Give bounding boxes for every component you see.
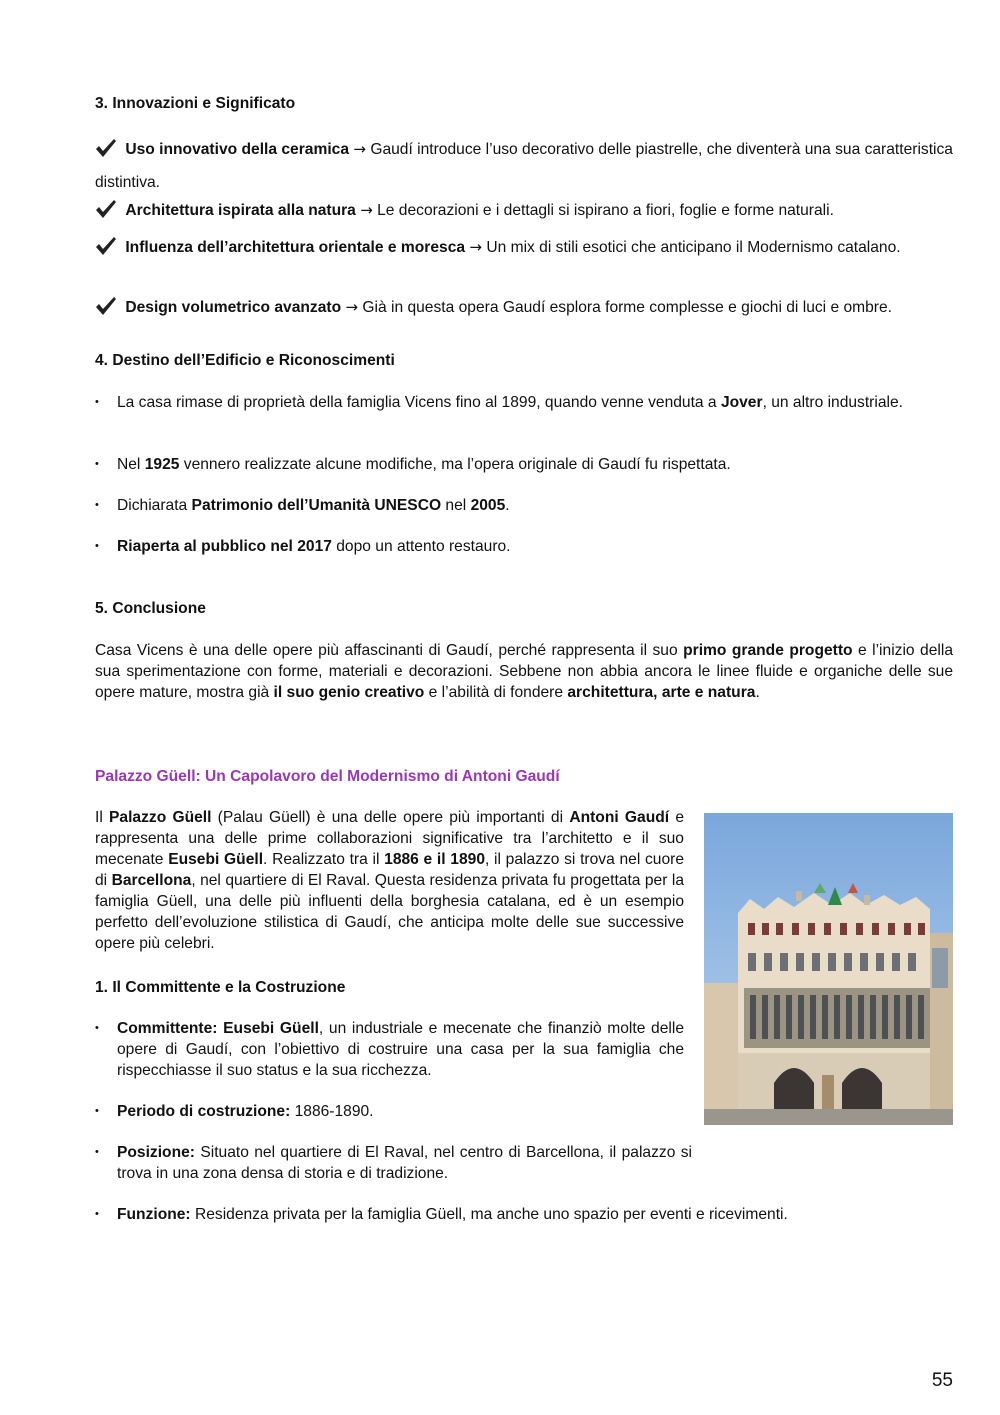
innovation-title: Influenza dell’architettura orientale e moresca (125, 239, 466, 256)
list-bold: Jover (720, 394, 763, 411)
section-heading-innovazioni: 3. Innovazioni e Significato (95, 95, 296, 112)
paragraph-bold: il suo genio creativo (273, 684, 425, 701)
arrow-icon: → (360, 201, 373, 219)
paragraph-bold: Barcellona (111, 872, 192, 889)
paragraph-text: e l’abilità di fondere (424, 684, 568, 701)
innovation-item-natura (95, 198, 953, 223)
list-text: vennero realizzate alcune modifiche, ma l’opera originale di Gaudí fu rispettata. (179, 456, 731, 473)
list-bold: Riaperta al pubblico nel 2017 (117, 538, 332, 555)
innovation-item-moresca (95, 231, 953, 264)
palau-guell-photo (704, 813, 953, 1125)
conclusion-paragraph (95, 640, 953, 703)
paragraph-text: (Palau Güell) è una delle opere più importanti di (211, 809, 570, 826)
paragraph-bold: Eusebi Güell (168, 851, 264, 868)
intro-paragraph (95, 807, 684, 954)
list-bold: Committente: Eusebi Güell (117, 1020, 319, 1037)
list-text: dopo un attento restauro. (331, 538, 511, 555)
paragraph-text: Casa Vicens è una delle opere più affascinanti di Gaudí, perché rappresenta il suo (95, 642, 684, 659)
checkmark-icon (95, 236, 117, 256)
innovation-title: Design volumetrico avanzato (125, 299, 342, 316)
list-bold: Posizione: (117, 1144, 195, 1161)
innovation-text: Già in questa opera Gaudí esplora forme complesse e giochi di luci e ombre. (362, 299, 892, 316)
arrow-icon: → (353, 140, 366, 158)
paragraph-text: . Realizzato tra il (263, 851, 385, 868)
list-text: Residenza privata per la famiglia Güell, ma anche uno spazio per eventi e ricevimenti. (190, 1206, 788, 1223)
list-item (95, 454, 953, 475)
paragraph-bold: architettura, arte e natura (567, 684, 756, 701)
paragraph-bold: Palazzo Güell (109, 809, 212, 826)
list-item (95, 392, 953, 413)
bullet-icon: • (95, 1146, 99, 1158)
checkmark-icon (95, 199, 117, 219)
bullet-icon: • (95, 1105, 99, 1117)
paragraph-text: . (755, 684, 760, 701)
innovation-item-volumetrico (95, 295, 953, 320)
list-item (95, 1018, 684, 1081)
paragraph-text: Il (95, 809, 110, 826)
list-bold: Funzione: (117, 1206, 191, 1223)
bullet-icon: • (95, 499, 99, 511)
paragraph-bold: primo grande progetto (683, 642, 853, 659)
list-text: nel (441, 497, 471, 514)
list-bold: Periodo di costruzione: (117, 1103, 291, 1120)
section-heading-conclusione: 5. Conclusione (95, 600, 206, 617)
list-bold: 1925 (144, 456, 180, 473)
paragraph-bold: Antoni Gaudí (569, 809, 670, 826)
paragraph-text: e l’inizio della sua sperimentazione con forme, materiali e decorazioni. Sebbene non abbia ancora le linee fluide e organiche delle sue opere mature, mostra già (95, 642, 953, 701)
innovation-text: Le decorazioni e i dettagli si ispirano a fiori, foglie e forme naturali. (377, 202, 834, 219)
list-item (95, 1142, 692, 1184)
list-text: . (505, 497, 510, 514)
article-title: Palazzo Güell: Un Capolavoro del Modernismo di Antoni Gaudí (95, 768, 560, 785)
innovation-item-ceramica (95, 133, 953, 199)
list-item (95, 495, 953, 516)
innovation-title: Architettura ispirata alla natura (125, 202, 356, 219)
bullet-icon: • (95, 1022, 99, 1034)
list-bold: 2005 (470, 497, 506, 514)
list-text: Nel (117, 456, 145, 473)
innovation-text: Gaudí introduce l’uso decorativo delle piastrelle, che diventerà una sua caratteristica distintiva. (95, 141, 953, 191)
bullet-icon: • (95, 1208, 99, 1220)
arrow-icon: → (469, 238, 482, 256)
document-page (95, 0, 953, 1415)
innovation-text: Un mix di stili esotici che anticipano il Modernismo catalano. (486, 239, 901, 256)
list-text: , un industriale e mecenate che finanziò molte delle opere di Gaudí, con l’obiettivo di costruire una casa per la sua famiglia che rispecchiasse il suo status e la sua ricchezza. (117, 1020, 684, 1079)
sub-heading-committente: 1. Il Committente e la Costruzione (95, 979, 346, 996)
paragraph-text: , il palazzo si trova nel cuore di (95, 851, 684, 889)
paragraph-bold: 1886 e il 1890 (384, 851, 485, 868)
list-item (95, 536, 953, 557)
checkmark-icon (95, 296, 117, 316)
bullet-icon: • (95, 540, 99, 552)
innovation-title: Uso innovativo della ceramica (125, 141, 350, 158)
paragraph-text: e rappresenta una delle prime collaborazioni significative tra l’architetto e il suo mecenate (95, 809, 684, 868)
checkmark-icon (95, 138, 117, 158)
arrow-icon: → (345, 298, 359, 316)
list-bold: Patrimonio dell’Umanità UNESCO (191, 497, 442, 514)
list-text: La casa rimase di proprietà della famiglia Vicens fino al 1899, quando venne venduta a (117, 394, 721, 411)
list-item (95, 1204, 953, 1225)
page-number: 55 (931, 1370, 953, 1391)
section-heading-destino: 4. Destino dell’Edificio e Riconoscimenti (95, 352, 395, 369)
list-text: Dichiarata (117, 497, 192, 514)
list-text: , un altro industriale. (762, 394, 903, 411)
paragraph-text: , nel quartiere di El Raval. Questa residenza privata fu progettata per la famiglia Güell, una delle più influenti della borghesia catalana, ed è un esempio perfetto dell’evoluzione stilistica di Gaudí, che anticipa molte delle sue successive opere più celebri. (95, 872, 684, 952)
bullet-icon: • (95, 458, 99, 470)
list-item (95, 1101, 684, 1122)
list-text: 1886-1890. (290, 1103, 374, 1120)
bullet-icon: • (95, 396, 99, 408)
list-text: Situato nel quartiere di El Raval, nel centro di Barcellona, il palazzo si trova in una zona densa di storia e di tradizione. (117, 1144, 692, 1182)
